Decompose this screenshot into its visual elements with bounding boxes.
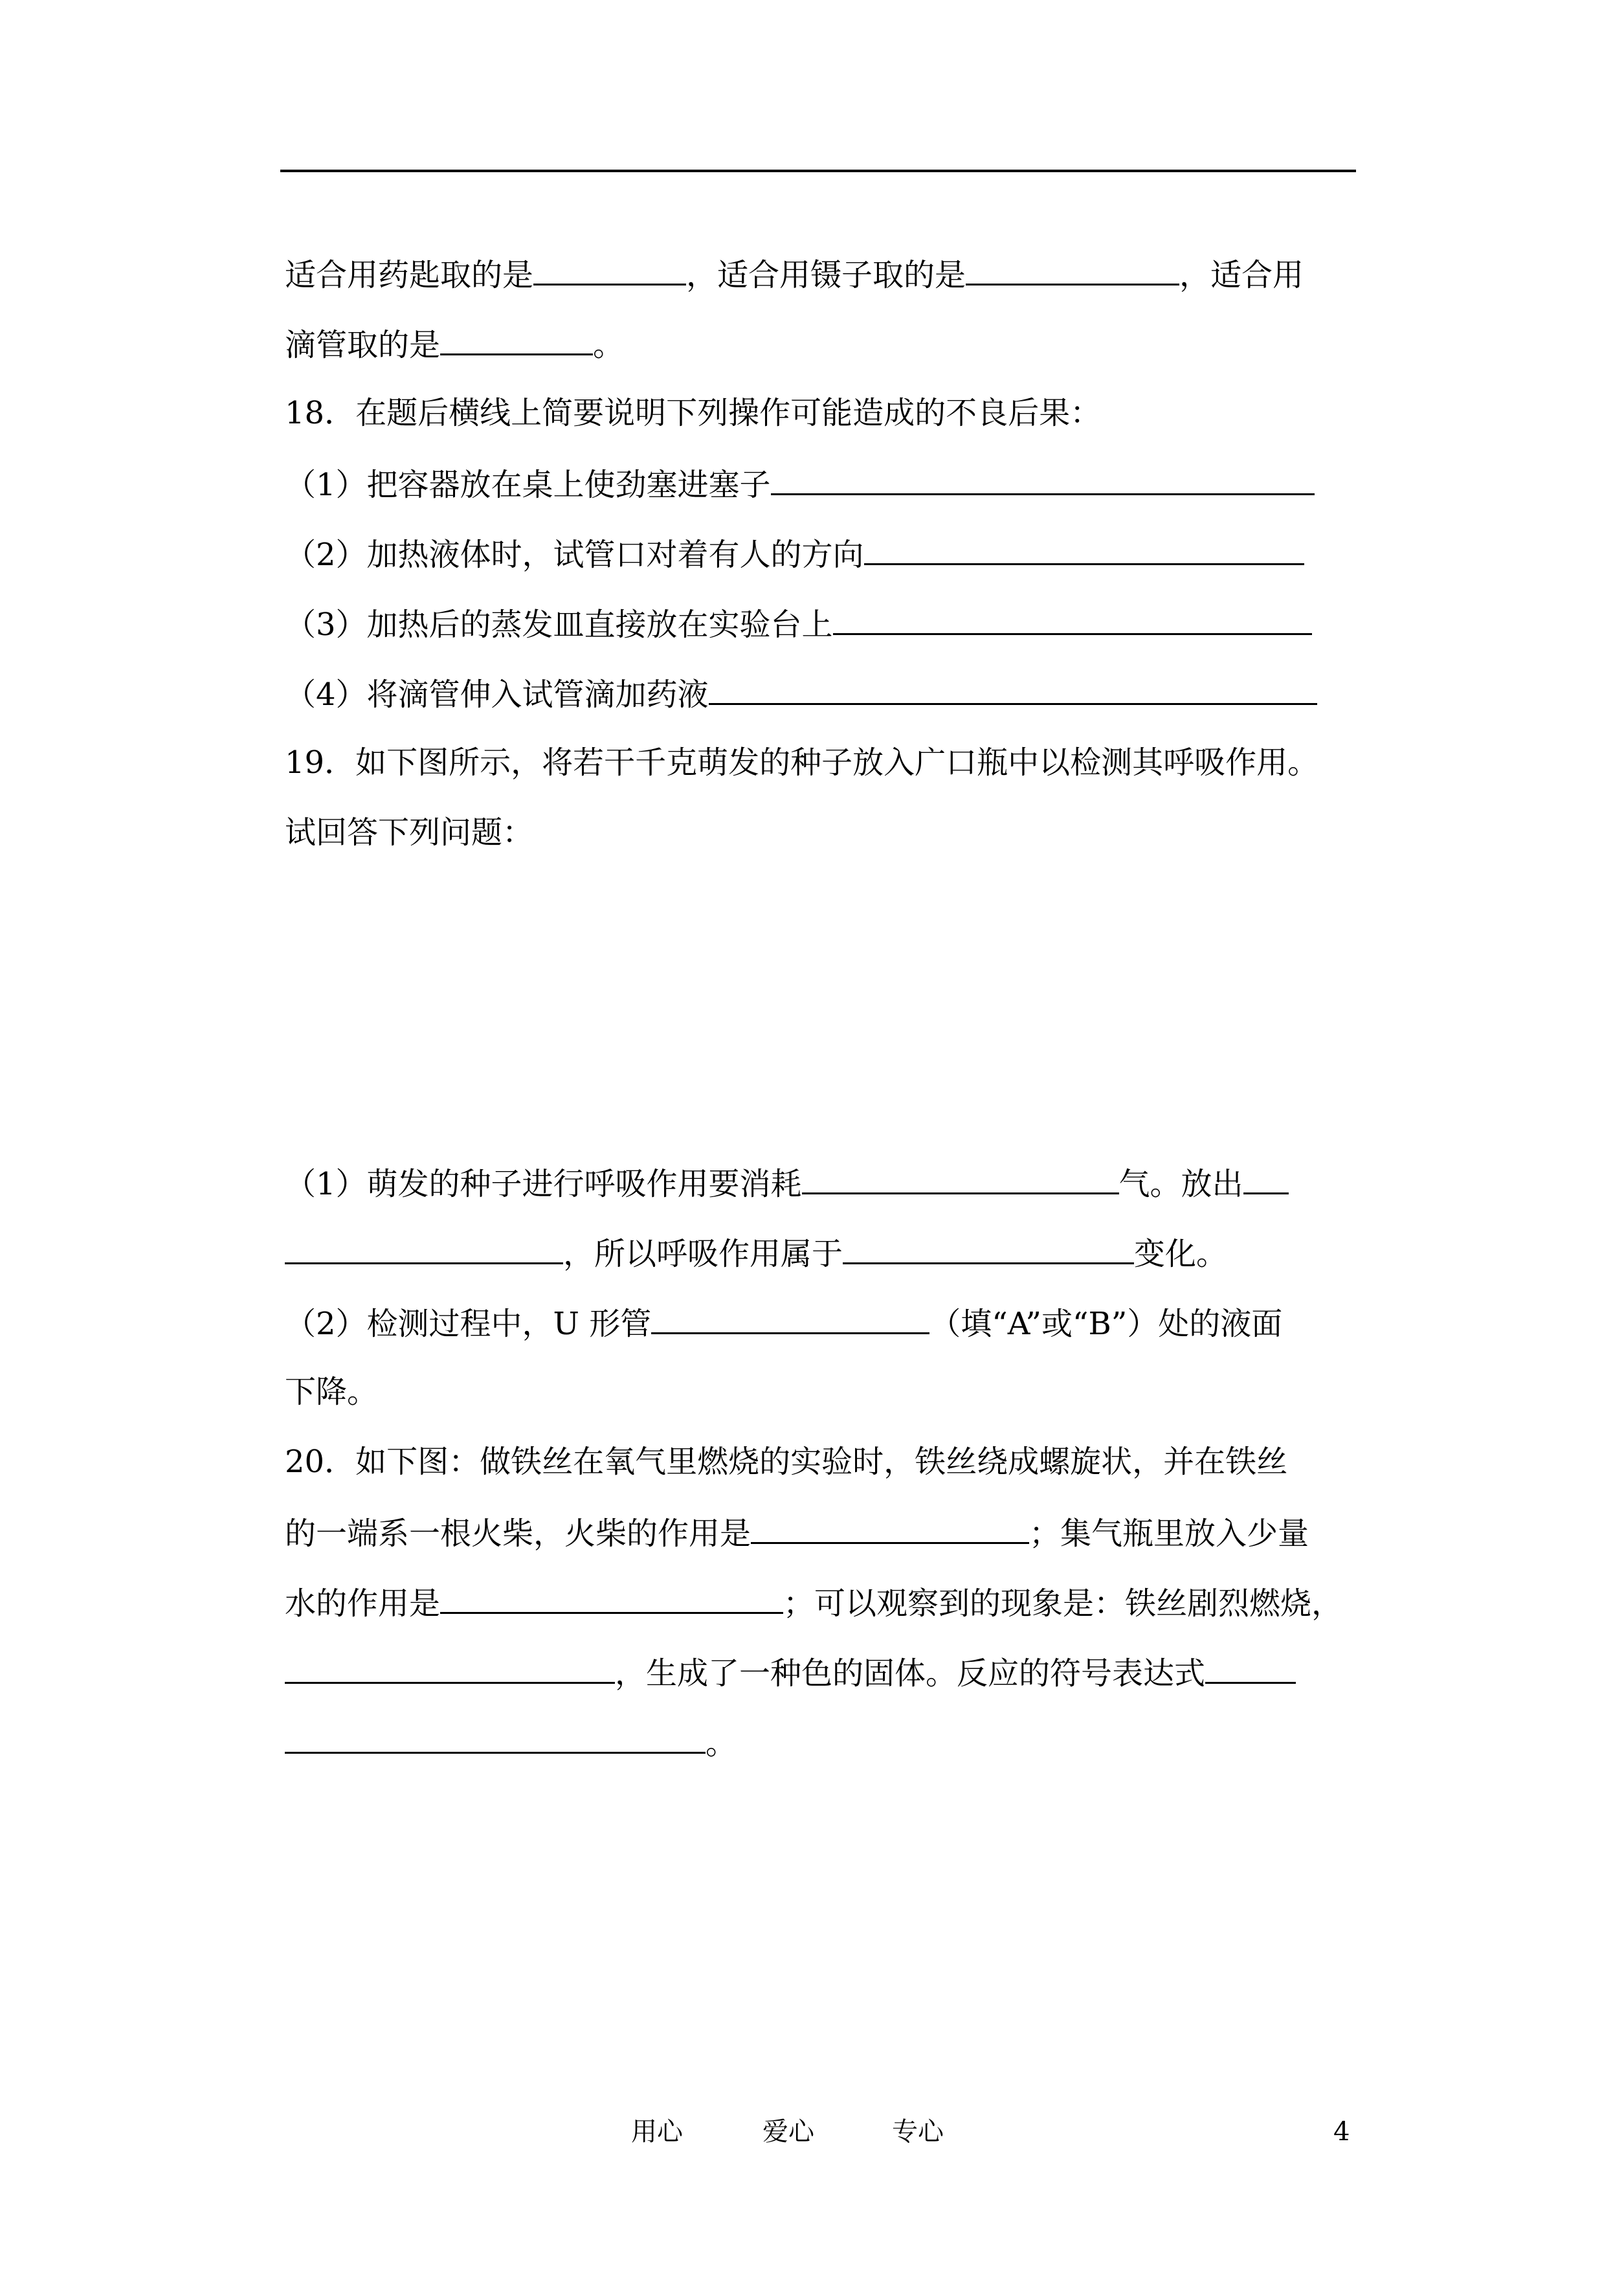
q20-line-3 — [285, 1582, 1342, 1621]
q18-item-3 — [285, 603, 1312, 642]
q17-text: ，适合用镊子取的是 — [686, 257, 966, 293]
q19-text: （填“A”或“B”）处的液面 — [929, 1306, 1283, 1342]
q18-item-text: （2）加热液体时，试管口对着有人的方向 — [285, 537, 864, 573]
q18-item-1 — [285, 464, 1315, 502]
q19-part-2-line-1 — [285, 1303, 1282, 1341]
answer-blank[interactable] — [751, 1512, 1029, 1544]
q20-text: ，生成了一种色的固体。反应的符号表达式 — [615, 1655, 1206, 1692]
answer-blank[interactable] — [1243, 1163, 1289, 1194]
answer-blank[interactable] — [651, 1303, 929, 1334]
q20-text: 的一端系一根火柴，火柴的作用是 — [285, 1516, 751, 1552]
q17-text: 。 — [593, 327, 625, 363]
q20-line-5 — [285, 1722, 737, 1761]
q17-text: 滴管取的是 — [285, 327, 441, 363]
q20-text: ；集气瓶里放入少量 — [1029, 1516, 1309, 1552]
answer-blank[interactable] — [771, 464, 1315, 495]
answer-blank[interactable] — [709, 673, 1317, 705]
q19-part-1-line-1 — [285, 1163, 1289, 1202]
answer-blank[interactable] — [533, 254, 686, 285]
page-number: 4 — [1333, 2117, 1350, 2147]
answer-blank[interactable] — [802, 1163, 1119, 1194]
q19-stem-1: 19．如下图所示，将若干千克萌发的种子放入广口瓶中以检测其呼吸作用。 — [285, 744, 1319, 781]
q19-part-1-line-2 — [285, 1233, 1227, 1271]
q18-item-text: （4）将滴管伸入试管滴加药液 — [285, 677, 709, 713]
answer-blank[interactable] — [285, 1652, 615, 1684]
q19-text: （2）检测过程中，U 形管 — [285, 1306, 652, 1342]
q20-line-1: 20．如下图：做铁丝在氧气里燃烧的实验时，铁丝绕成螺旋状，并在铁丝 — [285, 1444, 1288, 1480]
answer-blank[interactable] — [833, 603, 1312, 635]
q20-text: 。 — [706, 1725, 737, 1762]
q20-text: ；可以观察到的现象是：铁丝剧烈燃烧， — [783, 1585, 1343, 1622]
q18-stem: 18．在题后横线上简要说明下列操作可能造成的不良后果： — [285, 395, 1102, 431]
answer-blank[interactable] — [440, 1582, 783, 1614]
q17-text: ，适合用 — [1179, 257, 1304, 293]
q17-text: 适合用药匙取的是 — [285, 257, 534, 293]
footer-motto-1: 用心 — [631, 2117, 683, 2147]
header-rule — [280, 170, 1356, 172]
q20-line-4 — [285, 1652, 1296, 1691]
q18-item-2 — [285, 533, 1304, 572]
q19-stem-2: 试回答下列问题： — [285, 814, 534, 851]
answer-blank[interactable] — [285, 1233, 563, 1264]
answer-blank[interactable] — [440, 324, 593, 355]
answer-blank[interactable] — [1205, 1652, 1296, 1684]
answer-blank[interactable] — [843, 1233, 1134, 1264]
q18-item-text: （1）把容器放在桌上使劲塞进塞子 — [285, 467, 771, 503]
q17-line-2 — [285, 324, 624, 363]
q18-item-text: （3）加热后的蒸发皿直接放在实验台上 — [285, 607, 833, 643]
q20-line-2 — [285, 1512, 1309, 1551]
answer-blank[interactable] — [966, 254, 1179, 285]
q19-text: 变化。 — [1134, 1236, 1228, 1272]
q19-text: 气。放出 — [1118, 1166, 1243, 1202]
footer-motto-3: 专心 — [892, 2117, 944, 2147]
q17-line-1 — [285, 254, 1304, 293]
answer-blank[interactable] — [285, 1722, 706, 1754]
answer-blank[interactable] — [864, 533, 1304, 565]
q18-item-4 — [285, 673, 1317, 712]
q19-text: ，所以呼吸作用属于 — [563, 1236, 843, 1272]
q19-part-2-line-2: 下降。 — [285, 1374, 379, 1410]
q19-text: （1）萌发的种子进行呼吸作用要消耗 — [285, 1166, 802, 1202]
q20-text: 水的作用是 — [285, 1585, 441, 1622]
footer-motto-2: 爱心 — [762, 2117, 814, 2147]
